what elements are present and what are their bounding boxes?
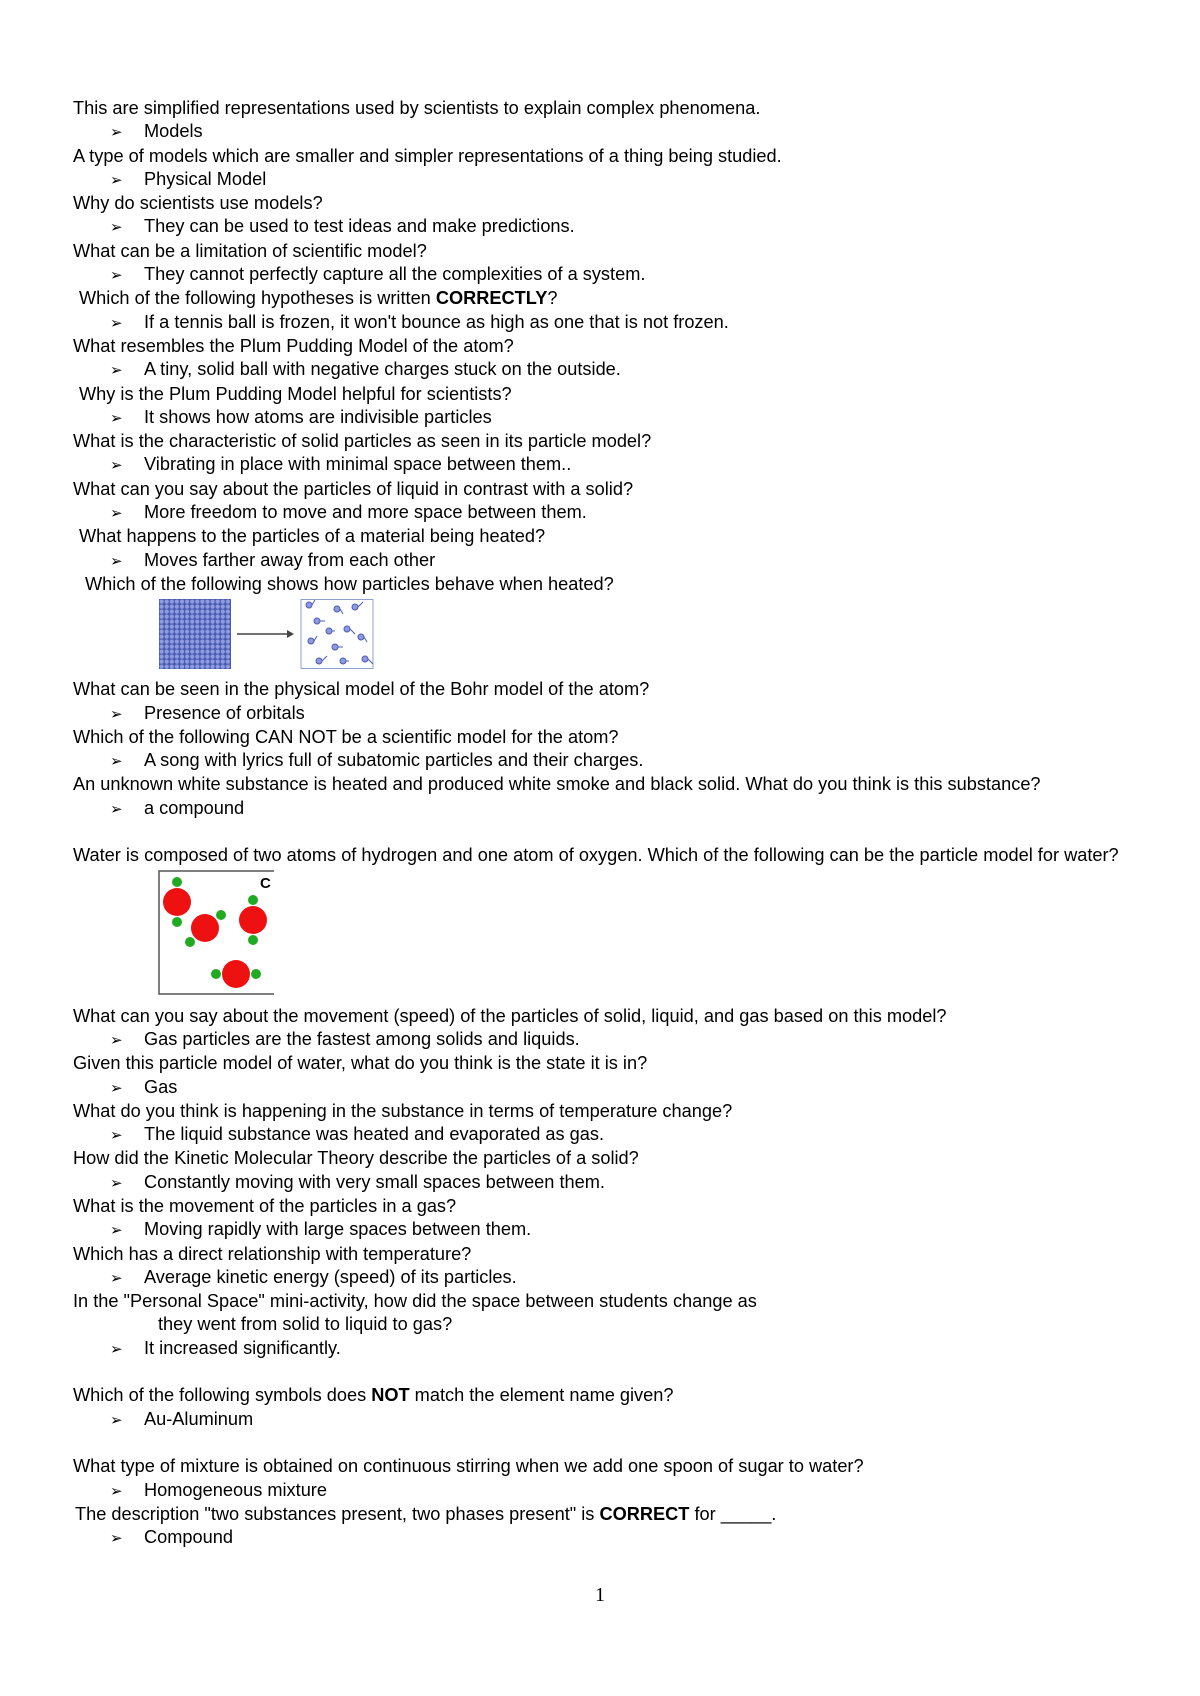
gas-particle <box>352 604 358 610</box>
arrow-bullet-icon: ➢ <box>110 505 123 523</box>
answer-item <box>73 749 1133 773</box>
oxygen-atom <box>222 960 250 988</box>
solid-to-gas-diagram <box>159 599 469 671</box>
question-line: Which of the following CAN NOT be a scientific model for the atom? <box>73 726 619 747</box>
oxygen-atom <box>239 906 267 934</box>
question-line: A type of models which are smaller and simpler representations of a thing being studied. <box>73 145 782 166</box>
arrow-bullet-icon: ➢ <box>110 1174 123 1192</box>
arrow-bullet-icon: ➢ <box>110 1031 123 1049</box>
arrow-bullet-icon: ➢ <box>110 124 123 142</box>
gas-particle <box>316 658 322 664</box>
answer-item <box>73 406 1133 430</box>
arrow-bullet-icon: ➢ <box>110 1340 123 1358</box>
answer-text: They cannot perfectly capture all the complexities of a system. <box>144 264 646 285</box>
question-line: Why is the Plum Pudding Model helpful for scientists? <box>79 383 512 404</box>
answer-item <box>73 1028 1133 1052</box>
answer-item <box>73 1526 1133 1550</box>
answer-text: Average kinetic energy (speed) of its particles. <box>144 1266 517 1287</box>
question-line: Which of the following shows how particles behave when heated? <box>85 573 614 594</box>
gas-particle <box>314 618 320 624</box>
blank-line <box>73 1361 1133 1384</box>
arrow-bullet-icon: ➢ <box>110 1411 123 1429</box>
answer-text: Au-Aluminum <box>144 1408 254 1429</box>
particle-heating-figure <box>73 596 1133 678</box>
answer-item <box>73 120 1133 144</box>
hydrogen-atom <box>172 877 182 887</box>
emphasis: NOT <box>371 1385 410 1406</box>
answer-item <box>73 1218 1133 1242</box>
question-line: What can be a limitation of scientific model? <box>73 240 427 261</box>
answer-item <box>73 702 1133 726</box>
answer-item <box>73 263 1133 287</box>
question-line: Given this particle model of water, what do you think is the state it is in? <box>73 1053 648 1074</box>
arrowhead <box>287 630 294 638</box>
question-line: Which has a direct relationship with temperature? <box>73 1243 472 1264</box>
arrow-bullet-icon: ➢ <box>110 552 123 570</box>
question-text: The description "two substances present, two phases present" is <box>75 1503 600 1524</box>
answer-text: If a tennis ball is frozen, it won't bounce as high as one that is not frozen. <box>144 311 729 332</box>
answer-text: Homogeneous mixture <box>144 1479 327 1500</box>
arrow-bullet-icon: ➢ <box>110 314 123 332</box>
arrow-bullet-icon: ➢ <box>110 1269 123 1287</box>
question-text: ? <box>547 288 558 309</box>
blank-line <box>73 1432 1133 1455</box>
answer-item <box>73 453 1133 477</box>
answer-text: Moves farther away from each other <box>144 549 436 570</box>
answer-text: The liquid substance was heated and evaporated as gas. <box>144 1124 605 1145</box>
gas-particle <box>306 602 312 608</box>
answer-text: Vibrating in place with minimal space between them.. <box>144 454 572 475</box>
figure-option-label: C <box>260 874 271 892</box>
answer-item <box>73 1266 1133 1290</box>
water-particle-model-figure <box>73 868 1133 1005</box>
arrow-bullet-icon: ➢ <box>110 457 123 475</box>
answer-item <box>73 549 1133 573</box>
question-text: Which of the following hypotheses is written <box>79 288 436 309</box>
question-line <box>73 1503 1133 1526</box>
question-line: This are simplified representations used by scientists to explain complex phenomena. <box>73 98 761 118</box>
question-line: Water is composed of two atoms of hydrogen and one atom of oxygen. Which of the following can be the particle model for water? <box>73 845 1119 866</box>
answer-item <box>73 1479 1133 1503</box>
question-line: What type of mixture is obtained on continuous stirring when we add one spoon of sugar to water? <box>73 1456 864 1477</box>
question-text: for _____. <box>689 1503 777 1524</box>
question-line: What happens to the particles of a material being heated? <box>79 526 546 547</box>
answer-text: They can be used to test ideas and make predictions. <box>144 216 575 237</box>
arrow-bullet-icon: ➢ <box>110 1222 123 1240</box>
hydrogen-atom <box>216 910 226 920</box>
arrow-bullet-icon: ➢ <box>110 1127 123 1145</box>
question-text: Which of the following symbols does <box>73 1385 372 1406</box>
answer-item <box>73 1408 1133 1432</box>
answer-text: A song with lyrics full of subatomic particles and their charges. <box>144 750 644 771</box>
answer-text: Constantly moving with very small spaces between them. <box>144 1171 605 1192</box>
answer-item <box>73 797 1133 821</box>
answer-item <box>73 1076 1133 1100</box>
hydrogen-atom <box>248 935 258 945</box>
answer-item <box>73 501 1133 525</box>
answer-item <box>73 1337 1133 1361</box>
water-molecules-diagram <box>158 870 278 996</box>
arrow-bullet-icon: ➢ <box>110 267 123 285</box>
answer-text: More freedom to move and more space between them. <box>144 502 587 523</box>
hydrogen-atom <box>211 969 221 979</box>
arrow-bullet-icon: ➢ <box>110 171 123 189</box>
hydrogen-atom <box>248 895 258 905</box>
oxygen-atom <box>191 914 219 942</box>
gas-particle <box>362 656 368 662</box>
answer-item <box>73 1171 1133 1195</box>
question-line: An unknown white substance is heated and produced white smoke and black solid. What do you think is this substance? <box>73 774 1041 795</box>
question-line: In the "Personal Space" mini-activity, how did the space between students change as <box>73 1291 757 1312</box>
question-text: match the element name given? <box>409 1385 674 1406</box>
hydrogen-atom <box>172 917 182 927</box>
answer-text: Presence of orbitals <box>144 702 305 723</box>
question-line: How did the Kinetic Molecular Theory describe the particles of a solid? <box>73 1148 639 1169</box>
emphasis: CORRECT <box>599 1503 690 1524</box>
answer-text: Physical Model <box>144 168 267 189</box>
answer-text: It increased significantly. <box>144 1337 341 1358</box>
solid-particles-block <box>159 599 231 669</box>
answer-text: It shows how atoms are indivisible particles <box>144 406 492 427</box>
hydrogen-atom <box>185 937 195 947</box>
answer-item <box>73 358 1133 382</box>
oxygen-atom <box>163 888 191 916</box>
gas-particle <box>332 644 338 650</box>
answer-text: a compound <box>144 797 245 818</box>
answer-text: A tiny, solid ball with negative charges stuck on the outside. <box>144 359 621 380</box>
hydrogen-atom <box>251 969 261 979</box>
gas-particle <box>308 638 314 644</box>
question-line: Why do scientists use models? <box>73 193 323 214</box>
gas-particle <box>358 634 364 640</box>
question-line: What resembles the Plum Pudding Model of the atom? <box>73 335 514 356</box>
arrow-bullet-icon: ➢ <box>110 409 123 427</box>
gas-particle <box>326 628 332 634</box>
arrow-bullet-icon: ➢ <box>110 753 123 771</box>
question-continuation: they went from solid to liquid to gas? <box>158 1314 453 1335</box>
question-line: What can you say about the movement (speed) of the particles of solid, liquid, and gas based on this model? <box>73 1005 947 1026</box>
answer-item <box>73 1123 1133 1147</box>
question-line: What is the movement of the particles in a gas? <box>73 1195 457 1216</box>
gas-particle <box>334 606 340 612</box>
question-line: What do you think is happening in the substance in terms of temperature change? <box>73 1100 733 1121</box>
gas-particle <box>340 658 346 664</box>
arrow-bullet-icon: ➢ <box>110 362 123 380</box>
document-body <box>73 97 1133 1550</box>
question-line: What can be seen in the physical model of the Bohr model of the atom? <box>73 679 650 700</box>
answer-text: Models <box>144 121 203 142</box>
question-line: What can you say about the particles of liquid in contrast with a solid? <box>73 478 634 499</box>
arrow-bullet-icon: ➢ <box>110 705 123 723</box>
arrow-bullet-icon: ➢ <box>110 800 123 818</box>
emphasis: CORRECTLY <box>435 288 548 309</box>
gas-particle <box>344 626 350 632</box>
answer-item <box>73 311 1133 335</box>
answer-item <box>73 215 1133 239</box>
blank-line <box>73 821 1133 844</box>
arrow-bullet-icon: ➢ <box>110 1530 123 1548</box>
answer-text: Gas <box>144 1076 178 1097</box>
question-line: What is the characteristic of solid particles as seen in its particle model? <box>73 431 652 452</box>
arrow-bullet-icon: ➢ <box>110 219 123 237</box>
answer-text: Moving rapidly with large spaces between them. <box>144 1219 532 1240</box>
answer-text: Compound <box>144 1527 233 1548</box>
answer-item <box>73 168 1133 192</box>
arrow-bullet-icon: ➢ <box>110 1079 123 1097</box>
answer-text: Gas particles are the fastest among solids and liquids. <box>144 1028 580 1049</box>
arrow-bullet-icon: ➢ <box>110 1482 123 1500</box>
question-line <box>73 287 1133 310</box>
question-line <box>73 1384 1133 1407</box>
page-number: 1 <box>595 1584 605 1606</box>
